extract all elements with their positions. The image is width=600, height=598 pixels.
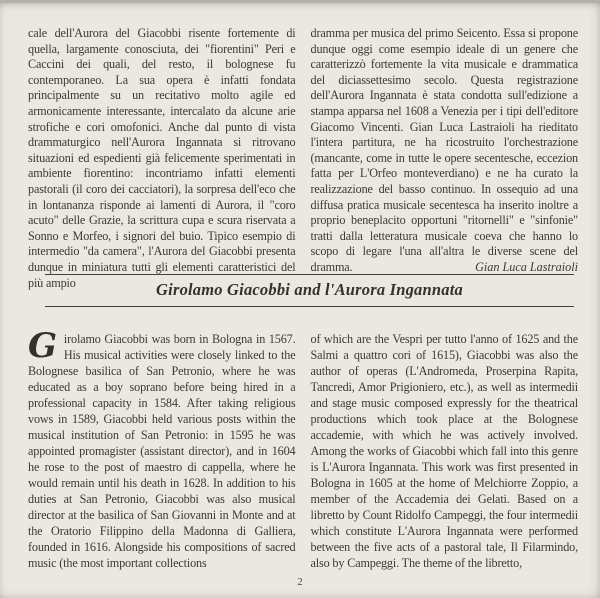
italian-left-column: cale dell'Aurora del Giacobbi risente fortemente di quella, largamente conosciuta, dei "fiorentini" Peri e Caccini dei quali, del resto, il bolognese fu contemporaneo. La sua opera è infatti fondata principalmente su un recitativo molto agile ed armonicamente interessante, intercalato da alcune arie strofiche e cori omofonici. Anche dal punto di vista drammaturgico nell'Aurora Ingannata si ritrovano situazioni ed espedienti già felicemente sperimentati in ambiente fiorentino: incontriamo infatti elementi pastorali (il coro dei cacciatori), la sorpresa dell'eco che in lontananza risponde ai lamenti di Aurora, il "coro acuto" delle Grazie, la scrittura cupa e scura riservata a Sonno e Morfeo, i signori del buio. Tipico esempio di intermedio "da camera", l'Aurora del Giacobbi presenta dunque in miniatura tutti gli elementi caratteristici del più ampio	[28, 26, 296, 290]
english-left-column	[28, 326, 296, 571]
page-number: 2	[297, 577, 303, 588]
italian-section	[28, 26, 578, 291]
section-title-block	[45, 274, 574, 307]
italian-right-column	[311, 26, 579, 291]
english-section	[28, 326, 578, 571]
english-right-column: of which are the Vespri per tutto l'anno of 1625 and the Salmi a quattro cori of 1615), Giacobbi was also the author of operas (L'Andromeda, Proserpina Rapita, Tancredi, Amor Prigioniero, etc.), as well as intermedii and stage music composed expressly for the theatrical productions which took place at the Bolognese accademie, with which he was actively involved. Among the works of Giacobbi which fall into this genre is L'Aurora Ingannata. This work was first presented in Bologna in 1605 at the home of Melchiorre Zoppio, a member of the Accademia dei Gelati. Based on a libretto by Count Ridolfo Campeggi, the four intermedii which constitute L'Aurora Ingannata were performed between the five acts of a pastoral tale, Il Filarmindo, also by Campeggi. The theme of the libretto,	[310, 332, 578, 570]
drop-cap: G	[28, 326, 57, 366]
italian-right-column-text: dramma per musica del primo Seicento. Essa si propone dunque oggi come esempio ideale di un genere che caratterizzò fortemente la vita musicale e drammatica del diciassettesimo secolo. Questa registrazione dell'Aurora Ingannata è stata condotta sull'edizione a stampa apparsa nel 1608 a Venezia per i tipi dell'editore Giacomo Vincenti. Gian Luca Lastraioli ha rieditato l'intera partitura, ne ha ricostruito l'orchestrazione (mancante, come in tutte le opere secentesche, eccezion fatta per L'Orfeo monteverdiano) e ne ha curato la realizzazione del basso continuo. In ossequio ad una diffusa pratica musicale secentesca ha inserito inoltre a proprio beneplacito opportuni "ritornelli" e "sinfonie" tratti dalla letteratura musicale coeva che hanno lo scopo di legare l'una all'altra le diverse scene del dramma.	[310, 26, 578, 274]
author-signature: Gian Luca Lastraioli	[475, 259, 578, 274]
section-title: Girolamo Giacobbi and l'Aurora Ingannata	[156, 280, 463, 299]
english-left-column-text: irolamo Giacobbi was born in Bologna in 1567. His musical activities were closely linked to the Bolognese basilica of San Petronio, where he was educated as a boy soprano before being hired in a professional capacity in 1584. After taking religious vows in 1589, Giacobbi held various posts within the musical institution of San Petronio: in 1595 he was appointed promagister (assistant director), and in 1604 he rose to the post of maestro di cappella, where he would remain until his death in 1628. In addition to his duties at San Petronio, Giacobbi was also musical director at the basilica of San Giovanni in Monte and at the Oratorio Filippino della Madonna di Galliera, founded in 1616. Alongside his compositions of sacred music (the most important collections	[28, 332, 296, 570]
